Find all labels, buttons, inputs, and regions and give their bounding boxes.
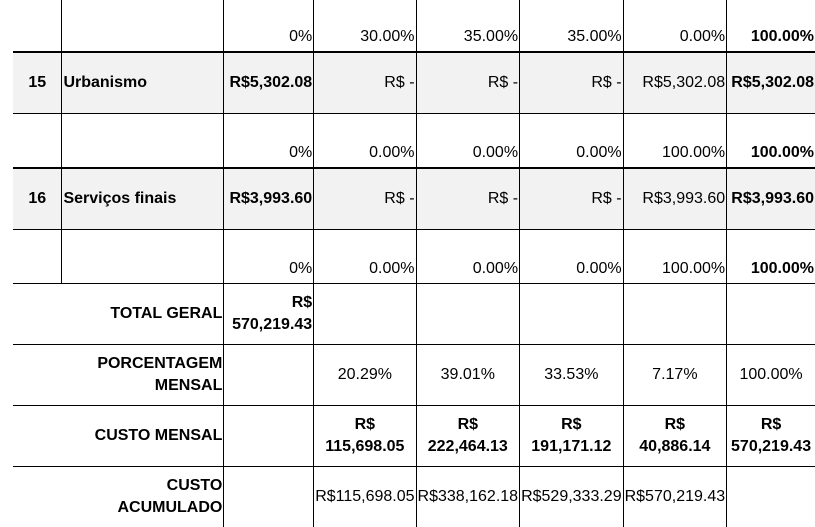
item-total-value — [224, 168, 314, 230]
amount: 3,993.60 — [250, 190, 312, 207]
month-value: R$ - — [314, 168, 416, 230]
cell-empty — [13, 345, 62, 406]
month-value: R$ - — [314, 52, 416, 114]
percent-total-cell: 100.00% — [727, 0, 815, 52]
cell-empty — [62, 0, 224, 52]
cell-empty — [13, 467, 62, 527]
amount: 570,219.43 — [645, 488, 725, 505]
percent-cell: 0.00% — [314, 230, 416, 284]
table-row — [13, 114, 815, 169]
cell-empty — [13, 114, 62, 169]
custo-acumulado-value — [520, 467, 624, 527]
cell-empty — [62, 230, 224, 284]
month-value — [623, 52, 727, 114]
item-number: 16 — [13, 168, 62, 230]
currency-symbol: R$ — [521, 488, 541, 505]
custo-mensal-value — [314, 406, 416, 467]
cell-empty — [13, 230, 62, 284]
amount: 115,698.05 — [336, 488, 415, 505]
amount: 529,333.29 — [542, 488, 622, 505]
cell-empty — [224, 345, 314, 406]
porcentagem-mensal-label: PORCENTAGEM MENSAL — [62, 345, 224, 406]
percent-cell: 0.00% — [416, 230, 520, 284]
currency-symbol: R$ — [418, 414, 519, 436]
currency-symbol: R$ — [642, 74, 662, 91]
percent-total-cell: 100.00% — [727, 345, 815, 406]
custo-acumulado-value — [623, 467, 727, 527]
table-row — [13, 467, 815, 527]
cell-empty — [727, 467, 815, 527]
percent-cell: 35.00% — [520, 0, 624, 52]
percent-cell: 0% — [224, 230, 314, 284]
cell-empty — [13, 0, 62, 52]
month-value: R$ - — [520, 52, 624, 114]
item-total-value — [224, 52, 314, 114]
total-geral-label: TOTAL GERAL — [62, 284, 224, 345]
cell-empty — [727, 284, 815, 345]
custo-acumulado-value — [314, 467, 416, 527]
total-geral-value — [224, 284, 314, 345]
cell-empty — [13, 406, 62, 467]
cell-empty — [314, 284, 416, 345]
percent-cell: 20.29% — [314, 345, 416, 406]
currency-symbol: R$ — [229, 190, 249, 207]
cell-empty — [416, 284, 520, 345]
percent-cell: 0.00% — [520, 230, 624, 284]
table-row — [13, 0, 815, 52]
table-row — [13, 52, 815, 114]
amount: 5,302.08 — [663, 74, 725, 91]
item-description: Urbanismo — [62, 52, 224, 114]
currency-symbol: R$ — [728, 414, 814, 436]
currency-symbol: R$ — [225, 292, 312, 314]
custo-acumulado-label: CUSTO ACUMULADO — [62, 467, 224, 527]
table-row — [13, 284, 815, 345]
table-row — [13, 168, 815, 230]
month-value: R$ - — [416, 168, 520, 230]
currency-symbol: R$ — [418, 488, 438, 505]
percent-cell: 0% — [224, 0, 314, 52]
cell-empty — [623, 284, 727, 345]
cell-empty — [520, 284, 624, 345]
percent-total-cell: 100.00% — [727, 114, 815, 169]
amount: 570,219.43 — [728, 436, 814, 458]
currency-symbol: R$ — [229, 74, 249, 91]
currency-symbol: R$ — [521, 414, 622, 436]
currency-symbol: R$ — [642, 190, 662, 207]
table-row — [13, 230, 815, 284]
amount: 5,302.08 — [752, 74, 814, 91]
custo-mensal-label: CUSTO MENSAL — [62, 406, 224, 467]
percent-cell: 0.00% — [623, 0, 727, 52]
cell-empty — [224, 467, 314, 527]
amount: 40,886.14 — [625, 436, 726, 458]
month-value — [623, 168, 727, 230]
amount: 222,464.13 — [418, 436, 519, 458]
currency-symbol: R$ — [731, 190, 751, 207]
percent-cell: 7.17% — [623, 345, 727, 406]
currency-symbol: R$ — [315, 414, 414, 436]
amount: 191,171.12 — [521, 436, 622, 458]
amount: 338,162.18 — [438, 488, 518, 505]
percent-total-cell: 100.00% — [727, 230, 815, 284]
percent-cell: 100.00% — [623, 230, 727, 284]
custo-mensal-total — [727, 406, 815, 467]
percent-cell: 33.53% — [520, 345, 624, 406]
custo-mensal-value — [520, 406, 624, 467]
percent-cell: 0.00% — [520, 114, 624, 169]
custo-mensal-value — [416, 406, 520, 467]
percent-cell: 35.00% — [416, 0, 520, 52]
currency-symbol: R$ — [315, 488, 335, 505]
month-value: R$ - — [520, 168, 624, 230]
budget-table — [13, 0, 815, 527]
amount: 570,219.43 — [225, 314, 312, 336]
cell-empty — [13, 284, 62, 345]
row-total-value — [727, 52, 815, 114]
percent-cell: 39.01% — [416, 345, 520, 406]
amount: 3,993.60 — [752, 190, 814, 207]
cell-empty — [224, 406, 314, 467]
item-description: Serviços finais — [62, 168, 224, 230]
month-value: R$ - — [416, 52, 520, 114]
amount: 115,698.05 — [315, 436, 414, 458]
currency-symbol: R$ — [731, 74, 751, 91]
percent-cell: 30.00% — [314, 0, 416, 52]
amount: 5,302.08 — [250, 74, 312, 91]
percent-cell: 0% — [224, 114, 314, 169]
cell-empty — [62, 114, 224, 169]
percent-cell: 0.00% — [416, 114, 520, 169]
item-number: 15 — [13, 52, 62, 114]
table-row — [13, 345, 815, 406]
table-row — [13, 406, 815, 467]
percent-cell: 100.00% — [623, 114, 727, 169]
percent-cell: 0.00% — [314, 114, 416, 169]
currency-symbol: R$ — [625, 414, 726, 436]
custo-acumulado-value — [416, 467, 520, 527]
row-total-value — [727, 168, 815, 230]
currency-symbol: R$ — [625, 488, 645, 505]
amount: 3,993.60 — [663, 190, 725, 207]
custo-mensal-value — [623, 406, 727, 467]
